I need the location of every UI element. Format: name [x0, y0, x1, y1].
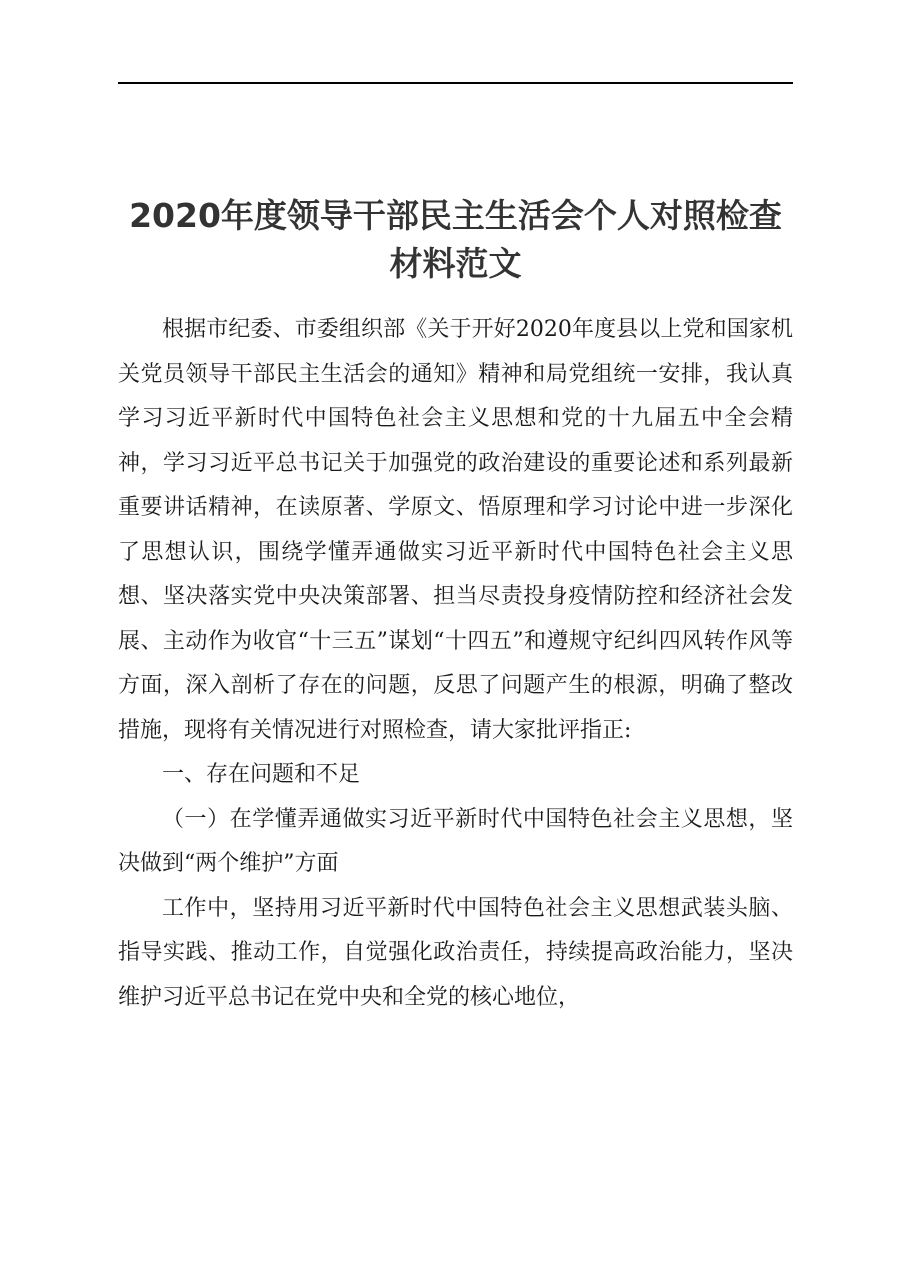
subsection-heading: （一）在学懂弄通做实习近平新时代中国特色社会主义思想，坚决做到“两个维护”方面	[118, 806, 793, 876]
title-line-2: 材料范文	[389, 244, 522, 283]
section-heading: 一、存在问题和不足	[162, 762, 361, 787]
paragraph-intro: 根据市纪委、市委组织部《关于开好2020年度县以上党和国家机关党员领导干部民主生活会的通知》精神和局党组统一安排，我认真学习习近平新时代中国特色社会主义思想和党的十九届五中全会精神，学习习近平总书记关于加强党的政治建设的重要论述和系列最新重要讲话精神，在读原著、学原文、悟原理和学习讨论中进一步深化了思想认识，围绕学懂弄通做实习近平新时代中国特色社会主义思想、坚决落实党中央决策部署、担当尽责投身疫情防控和经济社会发展、主动作为收官“十三五”谋划“十四五”和遵规守纪纠四风转作风等方面，深入剖析了存在的问题，反思了问题产生的根源，明确了整改措施，现将有关情况进行对照检查，请大家批评指正:	[118, 317, 793, 743]
document-title	[118, 192, 793, 288]
header-rule	[118, 82, 793, 84]
paragraph-body: 工作中，坚持用习近平新时代中国特色社会主义思想武装头脑、指导实践、推动工作，自觉强化政治责任，持续提高政治能力，坚决维护习近平总书记在党中央和全党的核心地位，	[118, 895, 793, 1010]
title-line-1: 2020年度领导干部民主生活会个人对照检查	[129, 196, 782, 235]
document-body	[118, 308, 793, 1020]
